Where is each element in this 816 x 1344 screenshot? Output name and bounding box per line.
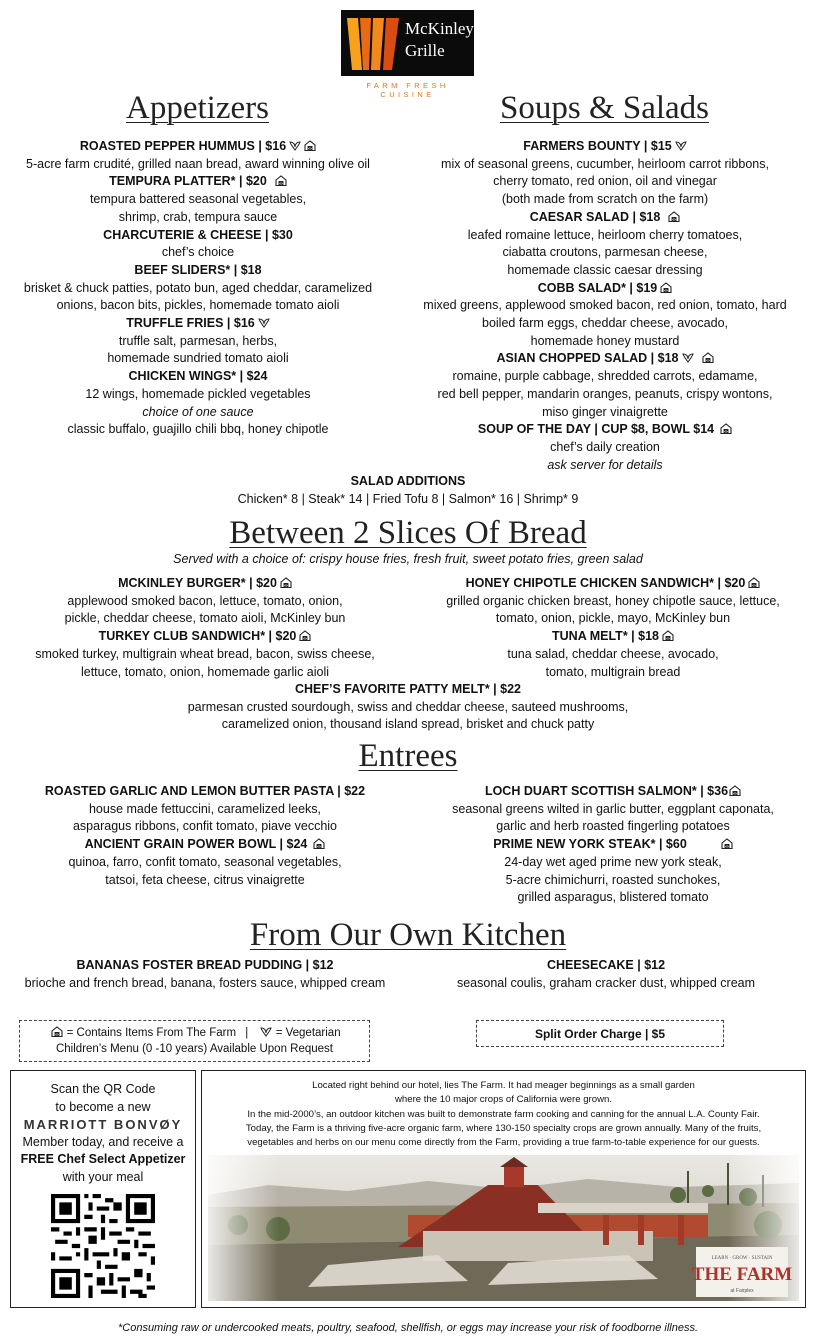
barn-icon	[720, 423, 732, 434]
leaf-icon	[289, 140, 301, 151]
logo-bars-icon	[347, 18, 401, 70]
menu-item: LOCH DUART SCOTTISH SALMON* | $36	[410, 783, 816, 801]
menu-item: BEEF SLIDERS* | $18	[134, 262, 262, 277]
item-description: miso ginger vinaigrette	[542, 404, 668, 419]
food-safety-disclaimer: *Consuming raw or undercooked meats, poultry, seafood, shellfish, or eggs may increase your risk of foodborne illness.	[117, 1322, 699, 1334]
menu-item: FARMERS BOUNTY | $15	[406, 138, 804, 156]
leaf-icon	[682, 352, 694, 363]
barn-icon	[275, 175, 287, 186]
qr-code[interactable]	[51, 1194, 155, 1298]
item-description: truffle salt, parmesan, herbs,	[118, 333, 278, 348]
legend-farm: = Contains Items From The Farm	[66, 1027, 237, 1039]
barn-icon	[668, 211, 680, 222]
menu-item: HONEY CHIPOTLE CHICKEN SANDWICH* | $20	[410, 575, 816, 593]
menu-item: COBB SALAD* | $19	[406, 280, 804, 298]
item-description: parmesan crusted sourdough, swiss and cheddar cheese, sauteed mushrooms,	[187, 699, 629, 714]
barn-icon	[660, 282, 672, 293]
menu-item: CHICKEN WINGS* | $24	[128, 369, 268, 384]
item-description: onions, bacon bits, pickles, homemade tomato aioli	[56, 298, 340, 313]
item-description: lettuce, tomato, onion, homemade garlic aioli	[80, 664, 330, 679]
item-description: tomato, multigrain bread	[545, 664, 681, 679]
leaf-icon	[260, 1026, 272, 1037]
item-description: pickle, cheddar cheese, tomato aioli, McKinley bun	[64, 611, 346, 626]
item-description: mix of seasonal greens, cucumber, heirloom carrot ribbons,	[441, 156, 769, 171]
promo-line: Member today, and receive a	[22, 1134, 184, 1149]
item-description: 5-acre chimichurri, roasted sunchokes,	[505, 872, 721, 887]
item-note: choice of one sauce	[142, 404, 254, 419]
salad-additions-heading: SALAD ADDITIONS	[350, 474, 466, 488]
promo-line: to become a new	[55, 1099, 151, 1114]
barn-icon	[662, 630, 674, 641]
item-description: applewood smoked bacon, lettuce, tomato, onion,	[67, 593, 343, 608]
barn-icon	[721, 838, 733, 849]
the-farm-sign	[692, 1247, 793, 1297]
item-description: chef’s choice	[161, 245, 235, 260]
bonvoy-promo	[10, 1070, 196, 1308]
appetizers-title: Appetizers	[126, 90, 269, 126]
logo-name-line2: Grille	[405, 41, 445, 60]
item-description: house made fettuccini, caramelized leeks,	[88, 801, 322, 816]
menu-item: CAESAR SALAD | $18	[406, 209, 804, 227]
bread-right-list	[410, 575, 816, 681]
kitchen-left	[0, 957, 410, 992]
menu-item: SOUP OF THE DAY | CUP $8, BOWL $14	[406, 421, 804, 439]
item-description: homemade classic caesar dressing	[507, 262, 703, 277]
soups-salads-list	[406, 138, 804, 474]
barn-icon	[748, 577, 760, 588]
patty-melt	[0, 681, 816, 734]
farm-story: Located right behind our hotel, lies The Farm. It had meager beginnings as a small garden where the 10 major crops of California were grown. In the mid-2000’s, an outdoor kitchen was built to demonstrate farm cooking and canning for the annual L.A. County Fair. Today, the Farm is a thriving five-acre organic farm, where 130-150 specialty crops are grown annually. Many of the fruits, vegetables and herbs on our menu come directly from the Farm, providing a true farm-to-table experience for our guests.	[245, 1080, 762, 1149]
item-description: caramelized onion, thousand island spread, brisket and chuck patty	[221, 717, 595, 732]
kitchen-title: From Our Own Kitchen	[249, 917, 567, 953]
item-description: mixed greens, applewood smoked bacon, red onion, tomato, hard	[423, 298, 787, 313]
appetizers-list	[0, 138, 396, 439]
entrees-title: Entrees	[358, 738, 458, 774]
menu-item: ROASTED GARLIC AND LEMON BUTTER PASTA | $22	[44, 784, 366, 798]
kitchen-right	[396, 957, 816, 992]
sign-sub-text: at Fairplex	[730, 1288, 754, 1294]
sign-small-text: LEARN · GROW · SUSTAIN	[711, 1256, 773, 1261]
item-description: grilled organic chicken breast, honey chipotle sauce, lettuce,	[446, 593, 780, 608]
item-description: leafed romaine lettuce, heirloom cherry tomatoes,	[467, 227, 743, 242]
promo-line: with your meal	[62, 1169, 144, 1184]
bread-title: Between 2 Slices Of Bread	[229, 515, 587, 551]
item-description: ciabatta croutons, parmesan cheese,	[502, 245, 708, 260]
barn-icon	[51, 1026, 63, 1037]
marriott-bonvoy-logo: MARRIOTT BONVØY	[23, 1117, 183, 1132]
item-description: 5-acre farm crudité, grilled naan bread, award winning olive oil	[26, 156, 370, 171]
legend-vegetarian: = Vegetarian	[275, 1027, 341, 1039]
icon-legend	[19, 1020, 370, 1062]
menu-item: ASIAN CHOPPED SALAD | $18	[406, 350, 804, 368]
barn-icon	[280, 577, 292, 588]
item-description: garlic and herb roasted fingerling potatoes	[496, 819, 730, 834]
entrees-right-list	[410, 783, 816, 907]
menu-item: PRIME NEW YORK STEAK* | $60	[410, 836, 816, 854]
salad-additions-items: Chicken* 8 | Steak* 14 | Fried Tofu 8 | Salmon* 16 | Shrimp* 9	[237, 491, 579, 506]
item-description: boiled farm eggs, cheddar cheese, avocado,	[482, 316, 728, 331]
barn-icon	[729, 785, 741, 796]
menu-item: TEMPURA PLATTER* | $20	[0, 173, 396, 191]
promo-line: Scan the QR Code	[50, 1082, 156, 1096]
bread-subtitle: Served with a choice of: crispy house fries, fresh fruit, sweet potato fries, green salad	[173, 552, 643, 566]
menu-item: CHEESECAKE | $12	[546, 958, 666, 972]
item-description: chef’s daily creation	[550, 439, 660, 454]
tagline: FARM FRESH CUISINE	[366, 81, 449, 99]
promo-offer: FREE Chef Select Appetizer	[20, 1152, 186, 1166]
barn-icon	[299, 630, 311, 641]
soups-salads-title: Soups & Salads	[500, 90, 710, 126]
barn-icon	[702, 352, 714, 363]
the-farm-panel	[201, 1070, 806, 1308]
item-description: grilled asparagus, blistered tomato	[517, 890, 709, 905]
childrens-menu-note: Children’s Menu (0 -10 years) Available Upon Request	[55, 1043, 333, 1055]
item-description: cherry tomato, red onion, oil and vinegar	[493, 174, 717, 189]
leaf-icon	[258, 317, 270, 328]
item-description: tuna salad, cheddar cheese, avocado,	[507, 646, 719, 661]
menu-item: TRUFFLE FRIES | $16	[0, 315, 396, 333]
barn-icon	[313, 838, 325, 849]
item-description: romaine, purple cabbage, shredded carrots, edamame,	[452, 369, 758, 384]
menu-item: MCKINLEY BURGER* | $20	[0, 575, 410, 593]
item-description: (both made from scratch on the farm)	[501, 192, 709, 207]
item-description: brisket & chuck patties, potato bun, aged cheddar, caramelized	[23, 280, 373, 295]
item-description: 12 wings, homemade pickled vegetables	[85, 386, 311, 401]
item-description: brioche and french bread, banana, fosters sauce, whipped cream	[24, 975, 386, 990]
leaf-icon	[675, 140, 687, 151]
item-description: homemade honey mustard	[530, 333, 680, 348]
bread-left-list	[0, 575, 410, 681]
item-description: red bell pepper, mandarin oranges, peanuts, crispy wontons,	[437, 386, 773, 401]
item-note: ask server for details	[547, 457, 663, 472]
menu-item: CHEF’S FAVORITE PATTY MELT* | $22	[295, 682, 521, 696]
sign-title-text: THE FARM	[691, 1264, 793, 1285]
item-description: seasonal coulis, graham cracker dust, whipped cream	[456, 975, 756, 990]
item-description: tatsoi, feta cheese, citrus vinaigrette	[105, 872, 305, 887]
menu-item: TURKEY CLUB SANDWICH* | $20	[0, 628, 410, 646]
item-description: quinoa, farro, confit tomato, seasonal vegetables,	[68, 854, 342, 869]
legend-separator: |	[245, 1027, 249, 1039]
menu-item: BANANAS FOSTER BREAD PUDDING | $12	[76, 958, 334, 972]
entrees-left-list	[0, 783, 410, 889]
item-description: tomato, onion, pickle, mayo, McKinley bun	[495, 611, 731, 626]
item-description: homemade sundried tomato aioli	[107, 351, 289, 366]
item-description: classic buffalo, guajillo chili bbq, honey chipotle	[67, 422, 329, 437]
logo-name-line1: McKinley's	[405, 19, 484, 38]
restaurant-logo	[341, 10, 484, 76]
item-description: shrimp, crab, tempura sauce	[118, 209, 278, 224]
salad-additions	[0, 473, 816, 508]
item-description: smoked turkey, multigrain wheat bread, bacon, swiss cheese,	[35, 646, 375, 661]
item-description: tempura battered seasonal vegetables,	[89, 192, 307, 207]
farm-photo	[208, 1155, 799, 1301]
split-order-charge: Split Order Charge | $5	[476, 1020, 724, 1047]
item-description: 24-day wet aged prime new york steak,	[504, 854, 722, 869]
menu-item: ANCIENT GRAIN POWER BOWL | $24	[0, 836, 410, 854]
menu-item: ROASTED PEPPER HUMMUS | $16	[0, 138, 396, 156]
barn-icon	[304, 140, 316, 151]
item-description: asparagus ribbons, confit tomato, piave vecchio	[72, 819, 338, 834]
menu-item: TUNA MELT* | $18	[410, 628, 816, 646]
menu-item: CHARCUTERIE & CHEESE | $30	[103, 227, 293, 242]
item-description: seasonal greens wilted in garlic butter, eggplant caponata,	[452, 801, 774, 816]
